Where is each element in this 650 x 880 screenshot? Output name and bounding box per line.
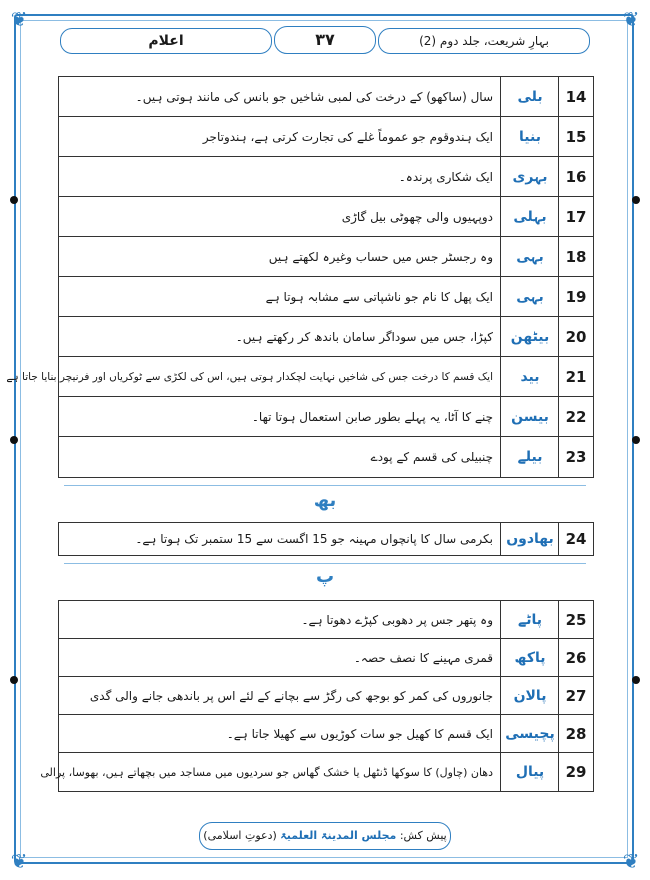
- footer-organization: مجلس المدینۃ العلمیۃ: [280, 829, 397, 842]
- border-dot-icon: [10, 436, 18, 444]
- entry-number: 29: [558, 753, 593, 791]
- entry-word: پاکھ: [500, 639, 559, 676]
- border-dot-icon: [632, 676, 640, 684]
- page-number: ۳۷: [274, 26, 376, 54]
- border-dot-icon: [632, 196, 640, 204]
- entry-word: بیلے: [500, 437, 559, 477]
- table-row: [59, 639, 593, 677]
- table-row: [59, 397, 593, 437]
- entry-number: 19: [558, 277, 593, 316]
- corner-ornament-icon: ❦: [622, 7, 640, 31]
- entry-definition: دھان (چاول) کا سوکھا ڈنٹھل یا خشک گھاس جو سردیوں میں مساجد میں بچھاتے ہیں، بھوسا، پرالی: [40, 765, 493, 779]
- entry-number: 26: [558, 639, 593, 676]
- entry-number: 22: [558, 397, 593, 436]
- entry-word: پچیسی: [500, 715, 559, 752]
- chapter-title: اعلام: [60, 28, 272, 54]
- entry-definition: ایک شکاری پرندہ۔: [398, 169, 493, 184]
- entry-number: 17: [558, 197, 593, 236]
- glossary-table: [6, 76, 594, 478]
- entry-number: 27: [558, 677, 593, 714]
- table-row: [59, 437, 593, 477]
- table-row: [59, 715, 593, 753]
- entry-number: 14: [558, 77, 593, 116]
- entry-definition: قمری مہینے کا نصف حصہ۔: [353, 650, 493, 665]
- footer-suffix: (دعوتِ اسلامی): [203, 829, 277, 842]
- entry-word: بنیا: [500, 117, 559, 156]
- entry-definition: سال (ساکھو) کے درخت کی لمبی شاخیں جو بانس کی مانند ہوتی ہیں۔: [135, 89, 493, 104]
- entry-definition: ایک پھل کا نام جو ناشپاتی سے مشابہ ہوتا ہے: [265, 289, 493, 304]
- entry-definition: ایک قسم کا کھیل جو سات کوڑیوں سے کھیلا جاتا ہے۔: [226, 726, 493, 741]
- section-heading-bh: بھ: [313, 490, 337, 511]
- entry-number: 18: [558, 237, 593, 276]
- entry-definition: ایک قسم کا درخت جس کی شاخیں نہایت لچکدار ہوتی ہیں، اس کی لکڑی سے ٹوکریاں اور فرنیچر بنایا جاتا ہے: [6, 370, 493, 383]
- entry-number: 16: [558, 157, 593, 196]
- footer-prefix: پیش کش:: [399, 829, 447, 842]
- entry-definition: دوپہیوں والی چھوٹی بیل گاڑی: [341, 209, 493, 224]
- corner-ornament-icon: ❦: [622, 849, 640, 873]
- entry-number: 21: [558, 357, 593, 396]
- entry-definition: چنبیلی کی قسم کے پودے: [370, 450, 493, 464]
- table-row: [59, 197, 593, 237]
- table-row: [40, 753, 593, 791]
- table-row: [59, 277, 593, 317]
- entry-word: بہلی: [500, 197, 559, 236]
- section-divider: [64, 563, 586, 564]
- table-row: [59, 523, 593, 555]
- table-row: [59, 77, 593, 117]
- table-row: [59, 601, 593, 639]
- glossary-table: [40, 600, 594, 792]
- entry-word: پاٹے: [500, 601, 559, 638]
- entry-word: بیٹھن: [500, 317, 559, 356]
- table-row: [59, 317, 593, 357]
- table-row: [59, 157, 593, 197]
- entry-word: بہری: [500, 157, 559, 196]
- corner-ornament-icon: ❦: [10, 7, 28, 31]
- glossary-table: [58, 522, 594, 556]
- entry-definition: وہ رجسٹر جس میں حساب وغیرہ لکھتے ہیں: [268, 249, 493, 264]
- entry-word: بہی: [500, 277, 559, 316]
- entry-definition: جانوروں کی کمر کو بوجھ کی رگڑ سے بچانے کے لئے اس پر باندھی جانے والی گدی: [89, 688, 493, 703]
- entry-number: 28: [558, 715, 593, 752]
- table-row: [6, 357, 593, 397]
- entry-word: بیسن: [500, 397, 559, 436]
- entry-word: بھادوں: [500, 523, 559, 555]
- page-footer: [199, 822, 451, 850]
- entry-number: 25: [558, 601, 593, 638]
- entry-number: 20: [558, 317, 593, 356]
- entry-number: 23: [558, 437, 593, 477]
- entry-word: پالان: [500, 677, 559, 714]
- entry-definition: وہ پتھر جس پر دھوبی کپڑے دھوتا ہے۔: [301, 612, 493, 627]
- corner-ornament-icon: ❦: [10, 849, 28, 873]
- entry-number: 15: [558, 117, 593, 156]
- border-dot-icon: [10, 196, 18, 204]
- section-divider: [64, 485, 586, 486]
- entry-number: 24: [558, 523, 593, 555]
- table-row: [59, 117, 593, 157]
- book-title: بہارِ شریعت، جلد دوم (2): [378, 28, 590, 54]
- entry-definition: بکرمی سال کا پانچواں مہینہ جو 15 اگست سے 15 ستمبر تک ہوتا ہے۔: [135, 532, 493, 546]
- table-row: [59, 677, 593, 715]
- entry-word: بید: [500, 357, 559, 396]
- entry-definition: کپڑا، جس میں سوداگر سامان باندھ کر رکھتے ہیں۔: [235, 329, 493, 344]
- border-dot-icon: [632, 436, 640, 444]
- entry-definition: ایک ہندوقوم جو عموماً غلے کی تجارت کرتی ہے، ہندوتاجر: [202, 129, 493, 144]
- page-header: [60, 26, 590, 56]
- entry-word: بہی: [500, 237, 559, 276]
- section-heading-p: پ: [315, 566, 335, 587]
- entry-word: بلی: [500, 77, 559, 116]
- entry-definition: چنے کا آٹا، یہ پہلے بطور صابن استعمال ہوتا تھا۔: [251, 409, 493, 424]
- table-row: [59, 237, 593, 277]
- border-dot-icon: [10, 676, 18, 684]
- entry-word: پیال: [500, 753, 559, 791]
